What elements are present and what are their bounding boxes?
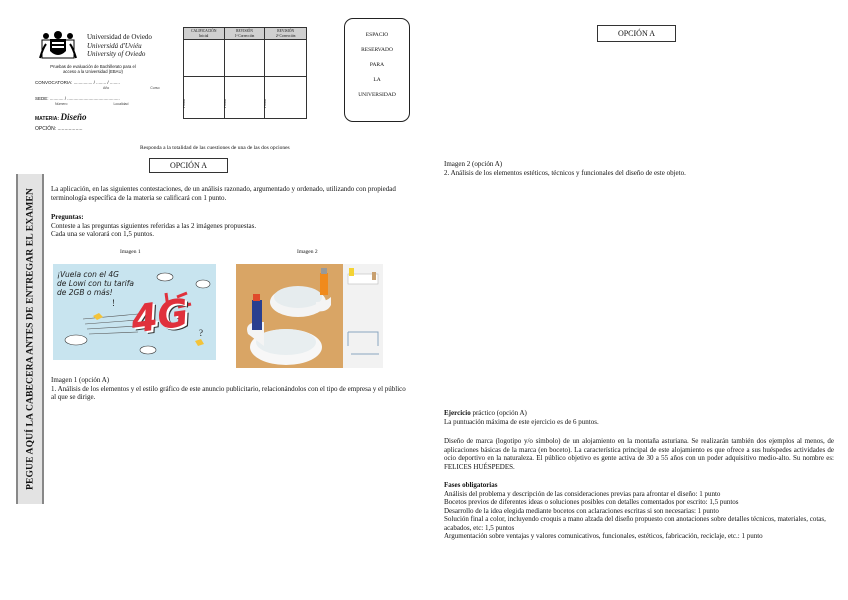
ad-4g-badge: 4G [128,290,192,342]
sublabel-ano: Año [103,86,110,90]
q1-title: Imagen 1 (opción A) [51,376,110,384]
reserved-line: PARA [369,62,385,68]
option-a-label-page2: OPCIÓN A [597,25,676,42]
col-title: REVISIÓN [277,29,295,33]
reserved-line: UNIVERSIDAD [358,92,396,98]
opcion-field [35,126,83,132]
grade-col-header [225,28,266,40]
phase-item: Análisis del problema y descripción de las consideraciones previas para afrontar el diseño: 1 punto [444,489,721,498]
sede-label: SEDE: [35,96,49,101]
materia-label: MATERIA: [35,116,60,122]
phase-item: Bocetos previos de diferentes ideas o soluciones posibles con detalles comentados por escrito: 1,5 puntos [444,498,739,506]
exercise-header [444,409,834,426]
sede-sublabels [55,102,165,106]
grading-table [183,27,307,119]
col-title: REVISIÓN [236,29,253,33]
exercise-score: La puntuación máxima de este ejercicio es de 6 puntos. [444,417,599,426]
col-sub: Inicial [199,33,209,38]
university-names [87,33,152,59]
exercise-title-rest: práctico (opción A) [470,409,527,417]
col-sub: 2ª Corrección [275,33,296,38]
reserved-line: LA [373,77,381,83]
phases-title: Fases obligatorias [444,481,498,489]
reserved-line: ESPACIO [365,32,389,38]
grade-cell [184,40,225,77]
ashtray-photo-icon [236,264,383,368]
svg-text:?: ? [199,328,203,338]
materia-field [35,112,86,122]
firma-cell [184,77,225,118]
sede-field [35,96,120,101]
ad-line: ¡Vuela con el 4G [57,270,119,279]
university-name-ast: Universidá d'Uviéu [87,41,142,50]
university-name-en: University of Oviedo [87,50,146,58]
grade-cell [225,40,266,77]
firma-cell [265,77,306,118]
pbau-text: Pruebas de evaluación de Bachillerato para el acceso a la Universidad (EBAU) [50,64,136,74]
option-a-label: OPCIÓN A [149,158,228,173]
image2-caption: Imagen 2 [297,249,318,255]
q1-text: 1. Análisis de los elementos y el estilo gráfico de este anuncio publicitario, relacionándolos con el tipo de empresa y el público al que se dirige. [51,384,406,401]
convocatoria-label: CONVOCATORIA: [35,80,73,85]
sublabel-curso: Curso [150,86,160,90]
questions-section [51,213,411,239]
image2-product-photo [236,264,383,368]
university-crest-icon [38,30,78,62]
instruction-text: Responda a la totalidad de las cuestiones de una de las dos opciones [140,145,290,151]
phase-item: Desarrollo de la idea elegida mediante bocetos con aclaraciones escritas si son necesarias: 1 punto [444,506,719,515]
sticker-band-text: PEGUE AQUÍ LA CABECERA ANTES DE ENTREGAR EL EXAMEN [24,188,36,490]
questions-line: Conteste a las preguntas siguientes referidas a las 2 imágenes propuestas. [51,221,257,230]
sublabel-numero: Número [55,102,68,106]
exercise-description: Diseño de marca (logotipo y/o símbolo) de un alojamiento en la montaña asturiana. Se realizarán también dos ejemplos al menos, de aplicaciones básicas de la marca (en boceto). La característica principal de este alojamiento es que ofrece a sus huéspedes actividades de ocio deportivo en la naturaleza. El público objetivo es gente activa de 30 a 55 años con un poder adquisitivo medio-alto. Su nombre es: FELICES HUÉSPEDES. [444,437,834,471]
q2-text: 2. Análisis de los elementos estéticos, técnicos y funcionales del diseño de este objeto. [444,168,686,177]
firma-label: Firma [182,99,186,108]
ad-line: de 2GB o más! [57,288,113,297]
sublabel-localidad: Localidad [113,102,129,106]
intro-paragraph: La aplicación, en las siguientes contestaciones, de un análisis razonado, argumentado y ordenado, utilizando con propiedad terminología específica de la materia se calificará con 1 punto. [51,185,396,202]
phase-item: Solución final a color, incluyendo croquis a mano alzada del diseño propuesto con anotaciones sobre detalles técnicos, materiales, cotas, acabados, etc: 1,5 puntos [444,515,826,532]
phases-section [444,481,834,541]
q2-title: Imagen 2 (opción A) [444,160,503,168]
exercise-title-bold: Ejercicio [444,409,471,417]
firma-label: Firma [263,99,268,108]
grade-col-header [265,28,306,40]
questions-line: Cada una se valorará con 1,5 puntos. [51,230,155,238]
firma-cell [222,77,266,118]
sede-blank: ........... / .......................................... [49,96,120,101]
convocatoria-blank: ............... / ........ / ........ [73,80,120,85]
reserved-space-box [344,18,410,122]
convocatoria-sublabels [95,86,185,90]
grade-col-header [184,28,225,40]
image1-4g-advert [53,264,216,360]
phase-item: Argumentación sobre ventajas y valores comunicativos, funcionales, estéticos, fabricación, reciclaje, etc.: 1 punto [444,532,763,540]
materia-value: Diseño [60,112,87,122]
reserved-line: RESERVADO [361,47,393,53]
opcion-blank: .................. [57,126,83,132]
ad-line: de Lowi con tu tarifa [57,279,134,288]
image1-caption: Imagen 1 [120,249,141,255]
col-sub: 1ª Corrección [234,33,255,38]
questions-title: Preguntas: [51,213,84,221]
svg-text:!: ! [112,298,115,308]
col-title: CALIFICACIÓN [191,29,217,33]
opcion-label: OPCIÓN: [35,126,57,132]
firma-label: Firma [222,99,227,108]
university-name-es: Universidad de Oviedo [87,33,152,41]
question-2 [444,160,834,177]
convocatoria-field [35,80,120,85]
grade-cell [265,40,306,77]
question-1 [51,376,411,402]
header-sticker-band [16,174,44,504]
